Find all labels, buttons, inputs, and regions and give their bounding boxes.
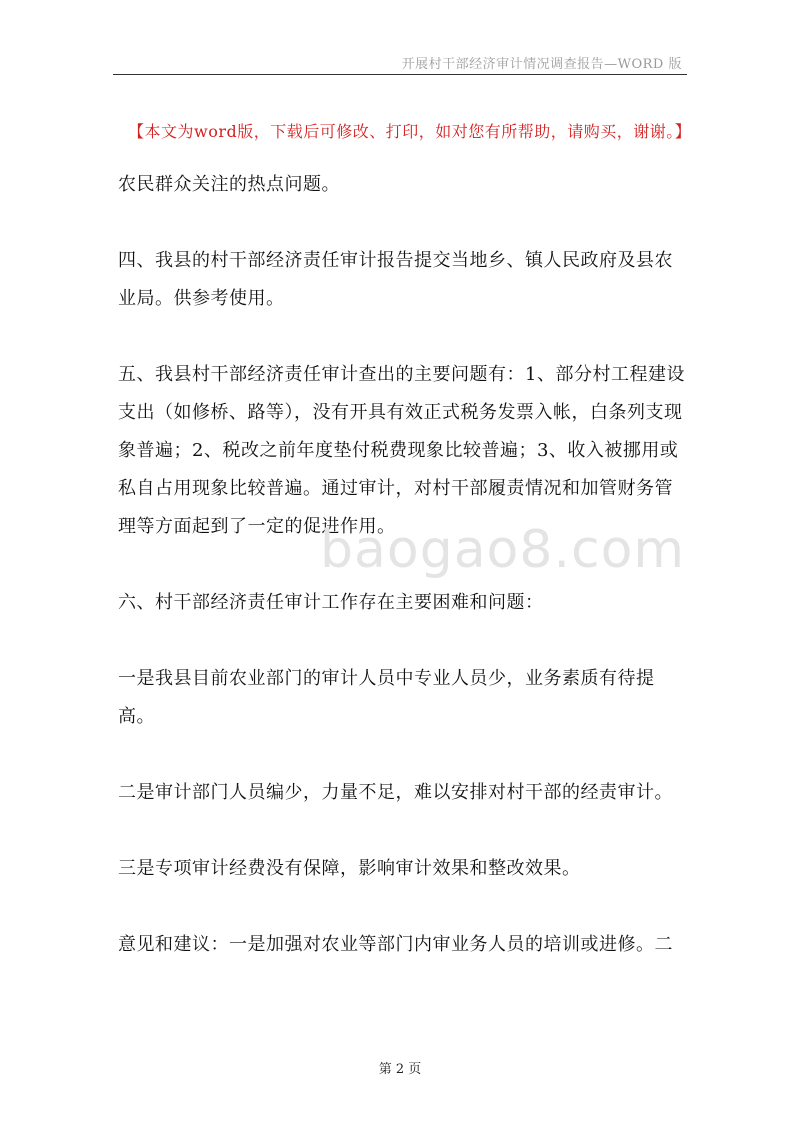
page-number: 第 2 页 <box>378 1062 422 1077</box>
header-rule <box>113 74 687 75</box>
header-title: 开展村干部经济审计情况调查报告—WORD 版 <box>401 57 682 72</box>
paragraph: 三是专项审计经费没有保障，影响审计效果和整改效果。 <box>118 858 581 879</box>
paragraph: 四、我县的村干部经济责任审计报告提交当地乡、镇人民政府及县农业局。供参考使用。 <box>118 250 673 309</box>
document-body <box>118 166 688 1002</box>
paragraph: 二是审计部门人员编少，力量不足，难以安排对村干部的经责审计。 <box>118 782 673 803</box>
paragraph: 一是我县目前农业部门的审计人员中专业人员少，业务素质有待提高。 <box>118 668 655 727</box>
paragraph: 五、我县村干部经济责任审计查出的主要问题有：1、部分村工程建设支出（如修桥、路等），没有开具有效正式税务发票入帐，白条列支现象普遍；2、税改之前年度垫付税费现象比较普遍；3、收入被挪用或私自占用现象比较普遍。通过审计，对村干部履责情况和加管财务管理等方面起到了一定的促进作用。 <box>118 364 685 537</box>
notice-text: 【本文为word版，下载后可修改、打印，如对您有所帮助，请购买，谢谢。】 <box>128 122 692 141</box>
paragraph: 农民群众关注的热点问题。 <box>118 174 340 195</box>
paragraph: 意见和建议：一是加强对农业等部门内审业务人员的培训或进修。二 <box>118 934 673 955</box>
watermark: baogao8.com <box>320 520 686 580</box>
paragraph: 六、村干部经济责任审计工作存在主要困难和问题： <box>118 592 544 613</box>
